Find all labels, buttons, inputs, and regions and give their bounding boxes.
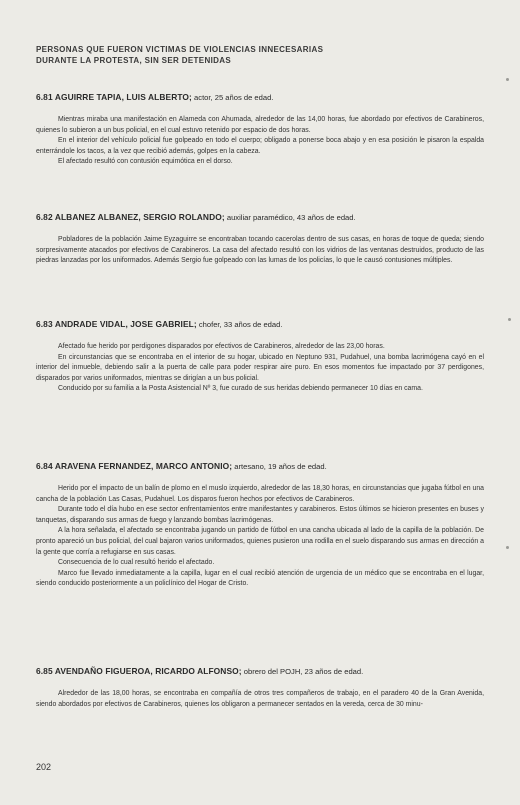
entry-name: 6.85 AVENDAÑO FIGUEROA, RICARDO ALFONSO; — [36, 666, 242, 676]
entry-6-84 — [36, 461, 484, 590]
entry-name: 6.82 ALBANEZ ALBANEZ, SERGIO ROLANDO; — [36, 212, 225, 222]
entry-paragraph: Durante todo el día hubo en ese sector enfrentamientos entre manifestantes y carabineros. Estos últimos se hicieron presentes en buses y tanquetas, disparando sus armas de fuego y lanzando bombas lacrimógenas. — [36, 506, 484, 524]
section-header-line-2: DURANTE LA PROTESTA, SIN SER DETENIDAS — [36, 56, 232, 65]
entry-paragraph: Conducido por su familia a la Posta Asistencial Nº 3, fue curado de sus heridas debiendo permanecer 10 días en cama. — [58, 385, 423, 393]
scan-speck — [506, 78, 509, 81]
entry-6-82 — [36, 212, 484, 267]
entry-title — [36, 319, 484, 330]
section-header-line-1: PERSONAS QUE FUERON VICTIMAS DE VIOLENCIAS INNECESARIAS — [36, 45, 324, 54]
entry-paragraph: Marco fue llevado inmediatamente a la capilla, lugar en el cual recibió atención de urgencia de un médico que se encontraba en el lugar, siendo conducido posteriormente a un policlínico del Hogar de Cristo. — [36, 569, 484, 588]
entry-name: 6.81 AGUIRRE TAPIA, LUIS ALBERTO; — [36, 92, 192, 102]
entry-title — [36, 92, 484, 103]
entry-paragraph: En el interior del vehículo policial fue golpeado en todo el cuerpo; obligado a ponerse boca abajo y en esa posición le pisaron la espalda enterrándole los tacos, a la vez que recibió además, golpes en la cabeza. — [36, 137, 484, 155]
entry-6-83 — [36, 319, 484, 395]
entry-description: artesano, 19 años de edad. — [232, 462, 327, 471]
entry-paragraph: Mientras miraba una manifestación en Alameda con Ahumada, alrededor de las 14,00 horas, fue abordado por efectivos de Carabineros, quienes lo subieron a un bus policial, en el cual estuvo retenido por espacio de dos horas. — [36, 116, 484, 134]
entry-description: obrero del POJH, 23 años de edad. — [241, 667, 364, 676]
entry-description: auxiliar paramédico, 43 años de edad. — [224, 213, 356, 222]
entry-title — [36, 666, 484, 677]
entry-paragraph: Herido por el impacto de un balín de plomo en el muslo izquierdo, alrededor de las 18,30 horas, en circunstancias que jugaba fútbol en una cancha de la población Las Casas, Pudahuel. Los disparos fueron hechos por efectivos de Carabineros. — [36, 485, 484, 503]
entry-paragraph: Consecuencia de lo cual resultó herido el afectado. — [58, 559, 215, 567]
entry-title — [36, 212, 484, 223]
entry-6-81 — [36, 92, 484, 168]
entry-name: 6.83 ANDRADE VIDAL, JOSE GABRIEL; — [36, 319, 197, 329]
entry-paragraph: Pobladores de la población Jaime Eyzaguirre se encontraban tocando cacerolas dentro de sus casas, en horas de toque de queda; siendo sorpresivamente atacados por efectivos de Carabineros. La casa del afectado resultó con los vidrios de las ventanas destruidos, producto de las piedras lanzadas por los uniformados. Además Sergio fue golpeado con las lumas de los policías, lo que le causó contusiones múltiples. — [36, 236, 484, 265]
scan-speck — [506, 546, 509, 549]
section-header — [36, 44, 476, 66]
entry-paragraph: Afectado fue herido por perdigones disparados por efectivos de Carabineros, alrededor de las 23,00 horas. — [58, 343, 385, 350]
entry-paragraph: El afectado resultó con contusión equimótica en el dorso. — [58, 158, 233, 166]
entry-6-85 — [36, 666, 484, 710]
entry-title — [36, 461, 484, 472]
entry-paragraph: A la hora señalada, el afectado se encontraba jugando un partido de fútbol en una cancha ubicada al lado de la capilla de la población. De pronto apareció un bus policial, del cual bajaron varios uniformados, quienes pusieron una rodilla en el suelo disparando sus armas en dirección a la gente que corría a refugiarse en sus casas. — [36, 527, 484, 556]
entry-paragraph: En circunstancias que se encontraba en el interior de su hogar, ubicado en Neptuno 931, Pudahuel, una bomba lacrimógena cayó en el interior del inmueble, debiendo salir a la puerta de calle para poder respirar aire puro. En esos momentos fue impactado por 37 perdigones, disparados por varios uniformados, mientras se dirigían a un bus policial. — [36, 353, 484, 382]
page-number: 202 — [36, 762, 52, 772]
entry-name: 6.84 ARAVENA FERNANDEZ, MARCO ANTONIO; — [36, 461, 233, 471]
scan-speck — [508, 318, 511, 321]
entry-description: chofer, 33 años de edad. — [196, 320, 283, 329]
entry-description: actor, 25 años de edad. — [191, 93, 274, 102]
entry-paragraph: Alrededor de las 18,00 horas, se encontraba en compañía de otros tres compañeros de trabajo, en el paradero 40 de la Gran Avenida, siendo abordados por efectivos de Carabineros, quienes los obligaron a permanecer sentados en la vereda, cerca de 30 minu- — [36, 690, 484, 708]
